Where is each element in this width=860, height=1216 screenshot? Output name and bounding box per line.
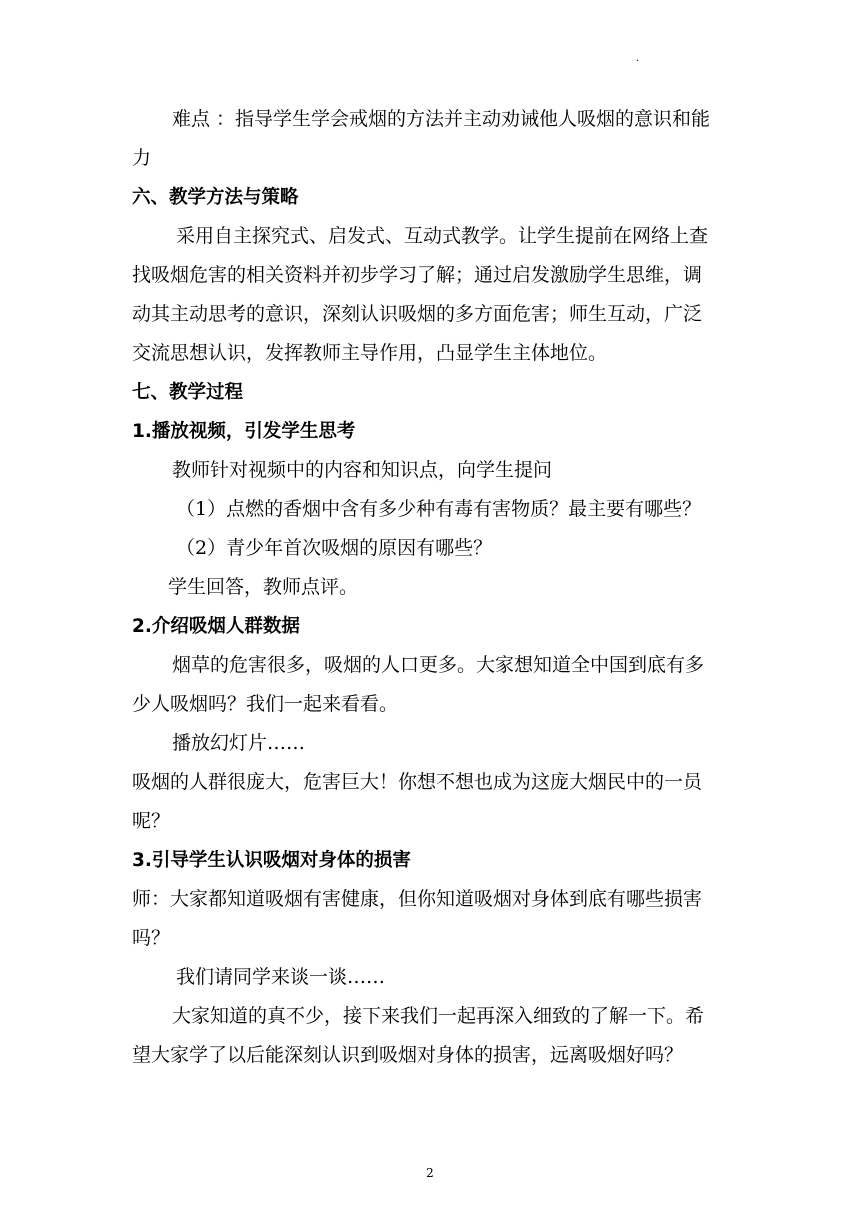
step-2-para-line-1: 烟草的危害很多，吸烟的人口更多。大家想知道全中国到底有多: [172, 654, 705, 676]
step-1-question-2: （2）青少年首次吸烟的原因有哪些？: [176, 537, 493, 559]
section-6-para-line-4: 交流思想认识，发挥教师主导作用，凸显学生主体地位。: [132, 342, 608, 364]
step-1-intro: 教师针对视频中的内容和知识点，向学生提问: [172, 459, 553, 481]
step-2-para-line-2: 少人吸烟吗？我们一起来看看。: [132, 693, 399, 715]
step-3-para-line-4: 大家知道的真不少，接下来我们一起再深入细致的了解一下。希: [172, 1005, 705, 1027]
step-2-para-line-4: 呢？: [132, 810, 171, 832]
step-1-heading: 1.播放视频，引发学生思考: [132, 421, 356, 442]
page-number: 2: [426, 1166, 434, 1180]
section-6-para-line-2: 找吸烟危害的相关资料并初步学习了解；通过启发激励学生思维，调: [132, 264, 703, 286]
section-6-para-line-1: 采用自主探究式、启发式、互动式教学。让学生提前在网络上查: [176, 225, 709, 247]
step-3-para-line-1: 师：大家都知道吸烟有害健康，但你知道吸烟对身体到底有哪些损害: [132, 888, 703, 910]
section-6-para-line-3: 动其主动思考的意识，深刻认识吸烟的多方面危害；师生互动，广泛: [132, 303, 703, 325]
step-2-slides: 播放幻灯片……: [172, 732, 306, 754]
step-1-conclusion: 学生回答，教师点评。: [168, 576, 359, 598]
difficulty-line-1: 难点 ：指导学生学会戒烟的方法并主动劝诫他人吸烟的意识和能: [172, 108, 711, 130]
section-6-heading: 六、教学方法与策略: [132, 187, 299, 208]
step-3-heading: 3.引导学生认识吸烟对身体的损害: [132, 850, 411, 871]
document-body: [132, 100, 732, 1075]
header-mark: .: [636, 53, 640, 64]
step-2-para-line-3: 吸烟的人群很庞大，危害巨大！你想不想也成为这庞大烟民中的一员: [132, 771, 703, 793]
step-3-para-line-3: 我们请同学来谈一谈……: [176, 966, 386, 988]
difficulty-line-2: 力: [132, 147, 152, 169]
step-3-para-line-2: 吗？: [132, 927, 171, 949]
step-1-question-1: （1）点燃的香烟中含有多少种有毒有害物质？最主要有哪些？: [176, 498, 702, 520]
step-3-para-line-5: 望大家学了以后能深刻认识到吸烟对身体的损害，远离吸烟好吗？: [132, 1044, 684, 1066]
step-2-heading: 2.介绍吸烟人群数据: [132, 616, 300, 637]
section-7-heading: 七、教学过程: [132, 382, 244, 403]
